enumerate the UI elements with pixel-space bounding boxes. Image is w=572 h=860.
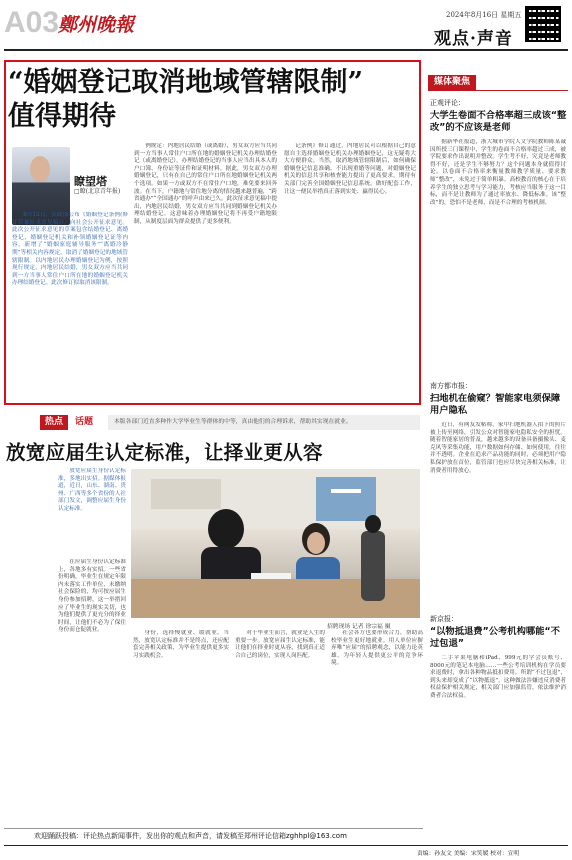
- hot-topic-paragraph: 社会各方也要形成合力，帮助高校毕业生更好地就业。用人单位应摒弃唯“应届”的招聘观念，以能力论英雄，为年轻人提供更公平的竞争环境。: [331, 630, 423, 667]
- page-number: A03: [4, 6, 60, 39]
- qr-code-icon: [525, 6, 561, 42]
- feature-headline[interactable]: [8, 66, 413, 134]
- hot-topic-intro: [58, 468, 126, 558]
- hot-topic-headline[interactable]: 放宽应届生认定标准，让择业更从容: [6, 441, 323, 464]
- job-fair-illustration: [131, 469, 420, 618]
- issue-date: 2024年8月16日 星期五: [446, 11, 522, 19]
- header-divider: [4, 49, 568, 51]
- footer-divider: [4, 828, 423, 829]
- hot-topic-tag: 热点: [40, 415, 68, 430]
- feature-paragraph: 记条例》修订通过，内地居民可以根据自己的意愿自主选择婚姻登记机关办理婚姻登记，这无疑将大大方便群众。当然，取消地域管辖限制后，如何确保婚姻登记信息准确、不出现重婚等问题，对婚姻登记机关的信息共享和核查能力提出了更高要求。期待有关部门完善全国婚姻登记信息系统，做好配套工作，让这一便民举措真正落到实处、赢得民心。: [284, 143, 416, 195]
- author-face: [30, 156, 50, 182]
- hot-topic-column-1: [58, 559, 126, 827]
- page-bottom-divider: [4, 845, 568, 846]
- opinion-paragraph: 二手苹果电脑和iPad、999元的学会员账号、8000元的笔记本电脑……一些公考培训机构在学员要求退费时，拿出各种物品抵扣费用。所谓“不过包退”，到头来却变成了“以物抵退”。这种做法涉嫌违反消费者权益保护相关规定，相关部门应加强监管，依法维护消费者合法权益。: [430, 655, 566, 699]
- opinion-headline[interactable]: 扫地机在偷窥？智能家电须保障用户隐私: [430, 393, 561, 416]
- opinion-headline[interactable]: 大学生卷面不合格率超三成该“整改”的不应该是老师: [430, 110, 567, 133]
- feature-column-3: [284, 143, 416, 398]
- hot-topic-paragraph: 在应届生身份认定标准上，各地多有实招。一些省份明确，毕业生在规定年限内未落实工作单位、未缴纳社会保险的，均可按应届生身份参加招聘。这一举措回应了毕业生的现实关切，也为他们提供了更充分的择业时间，让他们不必为了保住身份而仓促就业。: [58, 559, 126, 634]
- media-focus-divider: [428, 90, 568, 91]
- opinion-source: 新京报：: [430, 615, 458, 623]
- hot-topic-paragraph: 对于毕业生而言，就业是人生的重要一步。放宽应届生认定标准，能让他们在择业时更从容，找到真正适合自己的岗位，实现人岗匹配。: [235, 630, 325, 659]
- feature-paragraph: 例规定：内地居民结婚（或离婚），男女双方应当共同到一方当事人常住户口所在地的婚姻登记机关办理结婚登记（或离婚登记）。办理结婚登记的当事人应当出具本人的户口簿、身份证等证件和证明材料。据此，男女双方办理婚姻登记，只有在自己的常住户口所在地婚姻登记机关两个选项。如果一方或双方不在常住户口地，难免要来回奔波。在当下，户籍地与常住地分离的情况越来越普遍，“跨省通办”“全国通办”的呼声由来已久。此次征求意见稿中提出，内地居民结婚，男女双方应当共同到婚姻登记机关办理结婚登记。这意味着办理婚姻登记将不再受户籍地限制，从制度层面为群众提供了更多便利。: [134, 143, 277, 225]
- opinion-body: [430, 422, 566, 604]
- author-source: □瞭(北京青年报): [74, 188, 121, 195]
- feature-column-2: [134, 143, 277, 398]
- opinion-headline[interactable]: “以物抵退费”公考机构哪能“不过包退”: [430, 626, 560, 649]
- hot-topic-column-2: [133, 630, 229, 827]
- hot-topic-paragraph: 放宽应届生身份认定标准，多地出实招。据媒体报道，近日，山东、湖南、贵州、广西等多个省份的人社部门发文，调整应届生身份认定标准。: [58, 468, 126, 512]
- section-title: 观点·声音: [434, 29, 513, 49]
- submission-note[interactable]: 欢迎踊跃投稿：评论热点新闻事件，发出你的观点和声音，请发稿至郑州评论信箱zghhpl@163.com: [34, 832, 347, 840]
- photo-caption: 招聘现场 记者 徐宗福 摄: [327, 624, 391, 630]
- newspaper-logo: 鄭州晚報: [58, 14, 135, 36]
- feature-column-1: [12, 212, 128, 398]
- opinion-source: 正观评论：: [430, 99, 465, 107]
- author-name: 瞭望塔: [74, 175, 107, 188]
- hot-topic-tag-secondary: 话题: [75, 417, 94, 427]
- hot-topic-column-3: [235, 630, 325, 827]
- opinion-body: [430, 655, 566, 843]
- opinion-paragraph: 近日，有网友发帖称，家中扫地机器人拍下的照片被上传至网络，引发公众对智能家电隐私安全的担忧。随着智能家居的普及，越来越多的设备具备摄像头、麦克风等采集功能，用户数据如何存储、如何使用，往往并不透明。企业在追求产品功能的同时，必须把用户隐私保护放在首位，监管部门也应尽快完善相关标准，让消费者用得放心。: [430, 422, 566, 474]
- media-focus-tag: 媒体聚焦: [428, 75, 476, 90]
- opinion-source: 南方都市报：: [430, 382, 472, 390]
- job-fair-photo: [131, 469, 420, 618]
- hot-topic-paragraph: 身份，选择慢就业、缓就业。当然，放宽认定标准并不是终点，还应配套完善相关政策，为毕业生提供更多实习实践机会。: [133, 630, 229, 659]
- feature-headline-line2: 值得期待: [8, 101, 116, 132]
- opinion-paragraph: 据新华社报道，浙大城市学院人文学院教师陈某诚因所授三门课程中，学生的卷面不合格率超过三成，被学院要求作出说明并整改。学生考不好，究竟是老师教得不好，还是学生不够努力？这个问题本身就值得讨论。以卷面不合格率来衡量教师教学质量、要求教师“整改”，未免过于简单粗暴。高校教育的核心在于培养学生的独立思考与学习能力，考核应当服务于这一目标，而不是让教师为了通过率放水、降低标准。该“整改”的，恐怕不是老师，而是不合理的考核机制。: [430, 139, 566, 206]
- feature-headline-line1: “婚姻登记取消地域管辖限制”: [8, 67, 364, 98]
- hot-topic-column-4: [331, 630, 423, 827]
- editor-credits: 责编：孙友文 美编：宋笑媛 校对：宣明: [417, 851, 520, 857]
- hot-topic-banner: 本版各部门近直多种作大学毕业生等群体的中等，真由他们的合理诉求，帮助其实现在就业。: [108, 415, 420, 430]
- opinion-body: [430, 139, 566, 371]
- feature-paragraph: 8月12日，民政部公布《婚姻登记条例(修订草案征求意见稿)》，向社会公开征求意见。此次公开征求意见的草案包含结婚登记、离婚登记、婚姻登记机关和补领婚姻登记证等内容，新增了“婚姻家庭辅导服务”“离婚冷静期”等相关内容规定，取消了婚姻登记的地域管辖限制。以内地居民办理婚姻登记为例，按照现行规定，内地居民结婚，男女双方应当共同到一方当事人常住户口所在地的婚姻登记机关办理结婚登记。此次修订拟取消该限制。: [12, 212, 128, 287]
